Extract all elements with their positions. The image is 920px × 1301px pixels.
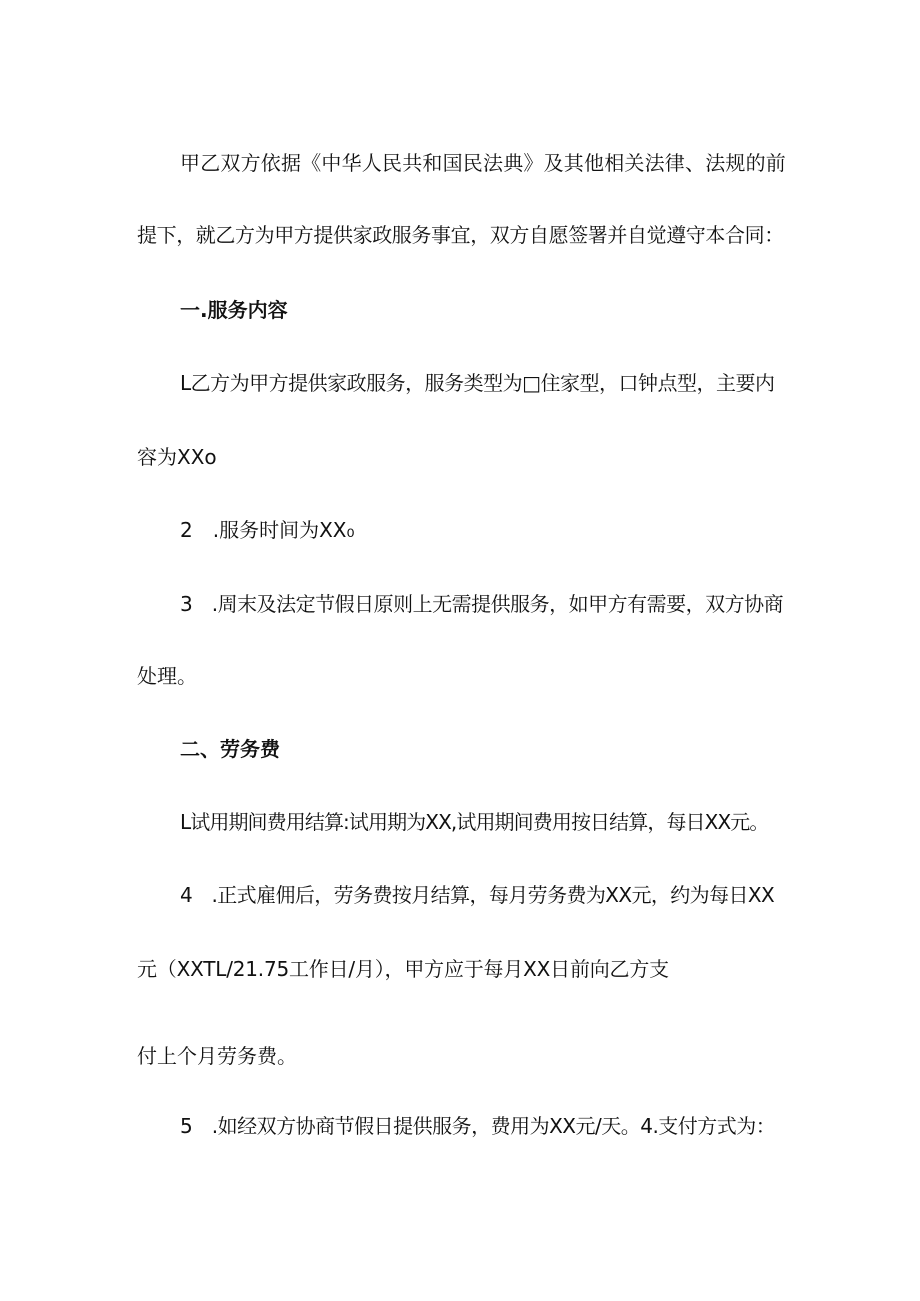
section-2-item-4-line-1: 4 .正式雇佣后，劳务费按月结算，每月劳务费为XX元，约为每日XX [180, 883, 775, 907]
section-1-item-2: 2 .服务时间为XX₀ [180, 518, 355, 542]
section-1-item-1-line-2: 容为XXo [137, 445, 217, 469]
section-1-item-3-line-2: 处理。 [137, 664, 197, 688]
section-2-item-4-line-3: 付上个月劳务费。 [137, 1044, 297, 1068]
section-1-item-3-line-1: 3 .周末及法定节假日原则上无需提供服务，如甲方有需要，双方协商 [180, 592, 784, 616]
section-2-heading: 二、劳务费 [180, 737, 280, 761]
section-1-heading: 一.服务内容 [180, 298, 288, 322]
intro-line-1: 甲乙双方依据《中华人民共和国民法典》及其他相关法律、法规的前 [180, 151, 786, 175]
section-1-item-1-line-1: L乙方为甲方提供家政服务，服务类型为□住家型，口钟点型，主要内 [180, 371, 775, 395]
section-2-item-1: L试用期间费用结算:试用期为XX,试用期间费用按日结算，每日XX元。 [180, 810, 769, 834]
section-2-item-5: 5 .如经双方协商节假日提供服务，费用为XX元/天。4.支付方式为： [180, 1114, 776, 1138]
intro-line-2: 提下，就乙方为甲方提供家政服务事宜，双方自愿签署并自觉遵守本合同： [137, 223, 784, 247]
section-2-item-4-line-2: 元（XXTL/21.75工作日/月），甲方应于每月XX日前向乙方支 [137, 957, 669, 981]
